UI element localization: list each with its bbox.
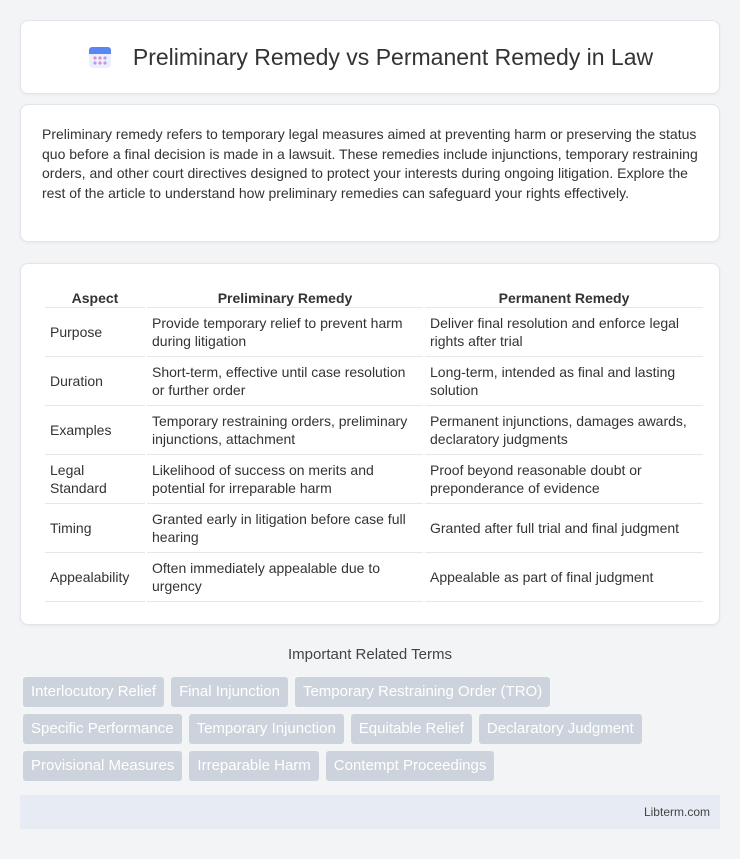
table-cell: Appealable as part of final judgment [425, 553, 703, 602]
page-title: Preliminary Remedy vs Permanent Remedy in Law [132, 43, 654, 70]
tag-row [23, 751, 723, 781]
comparison-table-card [20, 263, 720, 625]
table-row [45, 308, 703, 357]
footer-site-link[interactable]: Libterm.com [643, 805, 710, 819]
table-cell: Granted early in litigation before case full hearing [147, 504, 423, 553]
calendar-icon [87, 44, 113, 70]
table-cell: Long-term, intended as final and lasting solution [425, 357, 703, 406]
related-term-tag[interactable]: Contempt Proceedings [326, 751, 495, 781]
tag-row [23, 714, 723, 744]
table-header: Preliminary Remedy [147, 284, 423, 308]
table-cell: Legal Standard [45, 455, 145, 504]
table-cell: Appealability [45, 553, 145, 602]
related-terms-tags [23, 677, 723, 788]
table-cell: Temporary restraining orders, preliminary injunctions, attachment [147, 406, 423, 455]
related-term-tag[interactable]: Specific Performance [23, 714, 182, 744]
table-cell: Proof beyond reasonable doubt or preponderance of evidence [425, 455, 703, 504]
table-cell: Deliver final resolution and enforce legal rights after trial [425, 308, 703, 357]
related-term-tag[interactable]: Irreparable Harm [189, 751, 318, 781]
table-row [45, 504, 703, 553]
related-terms-title: Important Related Terms [288, 646, 452, 663]
table-header: Permanent Remedy [425, 284, 703, 308]
table-cell: Timing [45, 504, 145, 553]
related-term-tag[interactable]: Temporary Injunction [189, 714, 344, 744]
table-cell: Often immediately appealable due to urgency [147, 553, 423, 602]
related-term-tag[interactable]: Declaratory Judgment [479, 714, 642, 744]
related-term-tag[interactable]: Provisional Measures [23, 751, 182, 781]
table-cell: Short-term, effective until case resolution or further order [147, 357, 423, 406]
title-card [20, 20, 720, 94]
table-cell: Purpose [45, 308, 145, 357]
table-cell: Permanent injunctions, damages awards, declaratory judgments [425, 406, 703, 455]
table-cell: Duration [45, 357, 145, 406]
related-term-tag[interactable]: Temporary Restraining Order (TRO) [295, 677, 550, 707]
table-row [45, 553, 703, 602]
tag-row [23, 677, 723, 707]
table-cell: Provide temporary relief to prevent harm during litigation [147, 308, 423, 357]
related-term-tag[interactable]: Equitable Relief [351, 714, 472, 744]
table-cell: Likelihood of success on merits and potential for irreparable harm [147, 455, 423, 504]
related-term-tag[interactable]: Final Injunction [171, 677, 288, 707]
table-row [45, 455, 703, 504]
table-header-row [45, 284, 703, 308]
footer [20, 795, 720, 829]
table-header: Aspect [45, 284, 145, 308]
table-cell: Examples [45, 406, 145, 455]
table-cell: Granted after full trial and final judgment [425, 504, 703, 553]
table-row [45, 357, 703, 406]
intro-text: Preliminary remedy refers to temporary legal measures aimed at preventing harm or preserving the status quo before a final decision is made in a lawsuit. These remedies include injunctions, temporary restraining orders, and other court directives designed to protect your interests during ongoing litigation. Explore the rest of the article to understand how preliminary remedies can safeguard your rights effectively. [42, 126, 698, 201]
related-term-tag[interactable]: Interlocutory Relief [23, 677, 164, 707]
comparison-table [43, 284, 705, 602]
table-row [45, 406, 703, 455]
intro-card [20, 104, 720, 242]
